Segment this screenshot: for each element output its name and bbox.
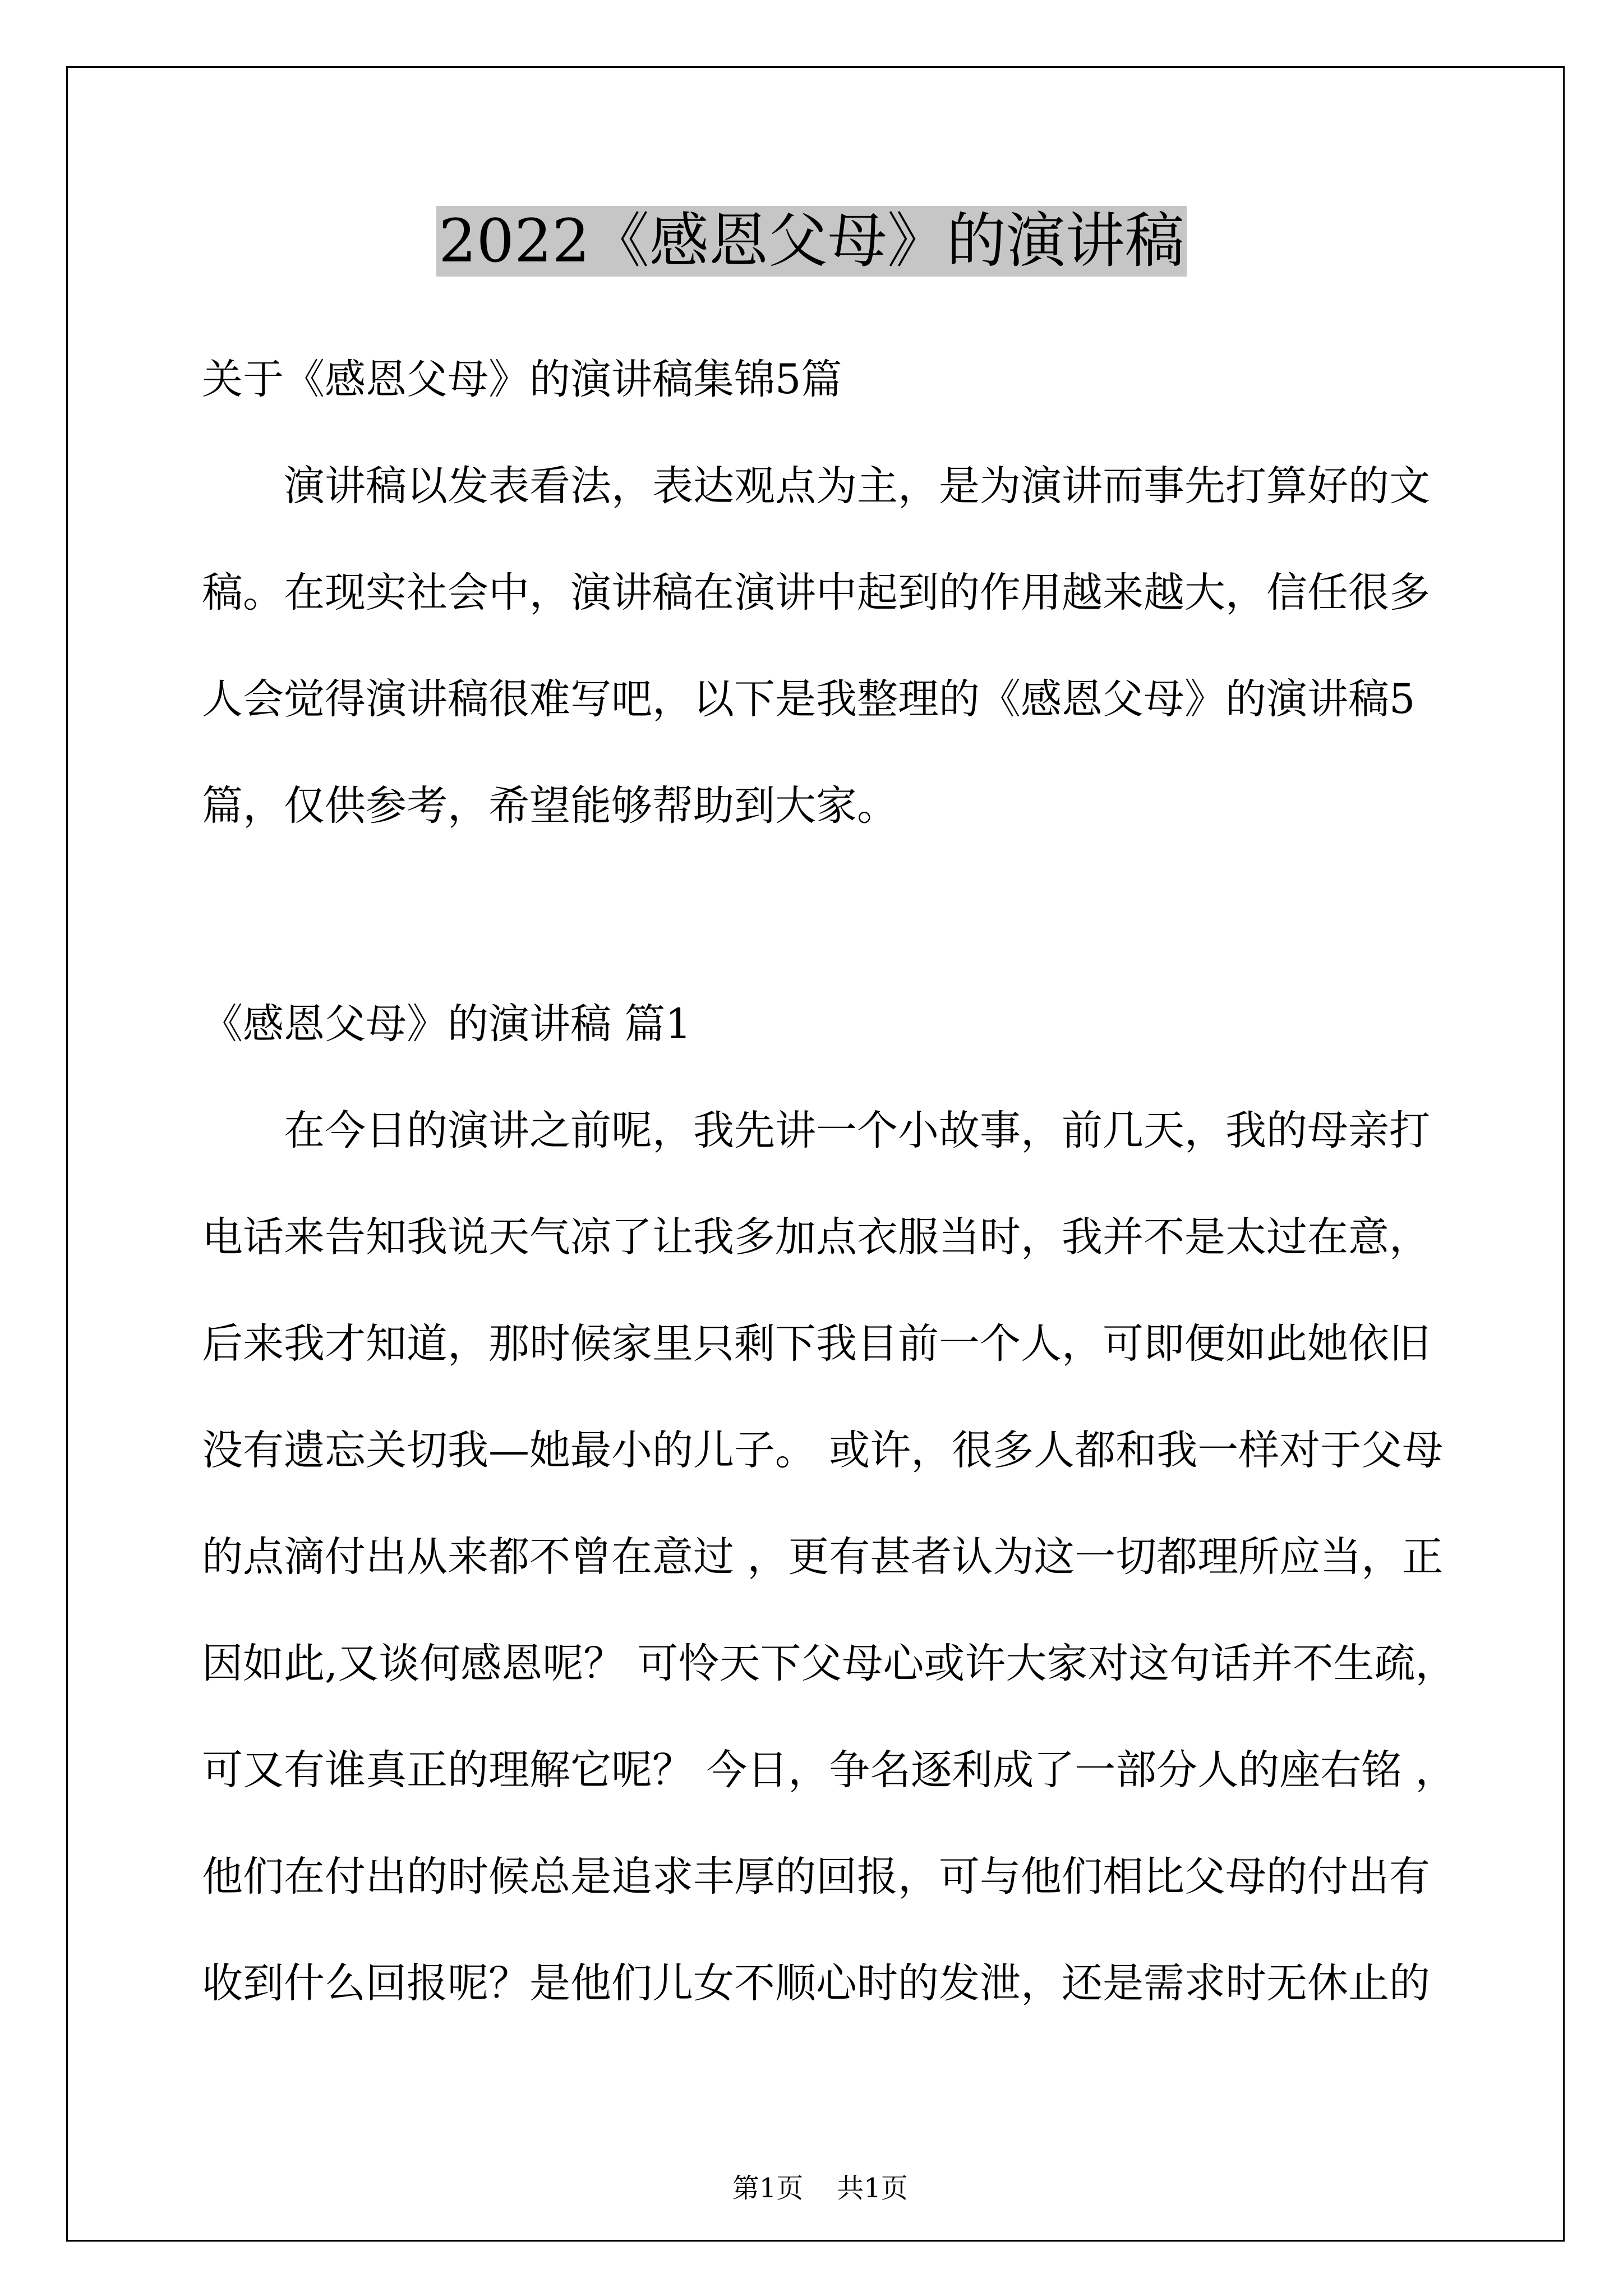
text-line: 他们在付出的时候总是追求丰厚的回报，可与他们相比父母的付出有: [202, 1853, 1430, 1901]
page-footer: [0, 2138, 1623, 2205]
text-line: 在今日的演讲之前呢，我先讲一个小故事，前几天，我的母亲打: [284, 1107, 1430, 1154]
text-line: 的点滴付出从来都不曾在意过 ，更有甚者认为这一切都理所应当，正: [202, 1533, 1444, 1581]
text-line: 演讲稿以发表看法，表达观点为主，是为演讲而事先打算好的文: [284, 462, 1430, 510]
text-line: 电话来告知我说天气凉了让我多加点衣服当时，我并不是太过在意，: [202, 1213, 1430, 1261]
text-line: 稿。在现实社会中，演讲稿在演讲中起到的作用越来越大，信任很多: [202, 569, 1430, 616]
document-title: 2022《感恩父母》的演讲稿: [436, 206, 1187, 277]
document-body: [202, 326, 1492, 2037]
text-line: 收到什么回报呢？是他们儿女不顺心时的发泄，还是需求时无休止的: [202, 1959, 1430, 2007]
text-line: 后来我才知道，那时候家里只剩下我目前一个人，可即便如此她依旧: [202, 1320, 1430, 1368]
text-line: 没有遗忘关切我—她最小的儿子。 或许，很多人都和我一样对于父母: [202, 1427, 1444, 1474]
text-line: 因如此,又谈何感恩呢？ 可怜天下父母心或许大家对这句话并不生疏，: [202, 1640, 1456, 1687]
page-number-total: 共1页: [837, 2173, 908, 2204]
text-line: 可又有谁真正的理解它呢？ 今日，争名逐利成了一部分人的座右铭 ，: [202, 1746, 1456, 1794]
section-heading: 《感恩父母》的演讲稿 篇1: [202, 1000, 691, 1048]
section-paragraph: [202, 1078, 1492, 2037]
intro-paragraph: [202, 433, 1492, 859]
document-subtitle: 关于《感恩父母》的演讲稿集锦5篇: [202, 356, 842, 403]
title-container: [0, 206, 1623, 277]
text-line: 篇，仅供参考，希望能够帮助到大家。: [202, 782, 898, 830]
text-line: 人会觉得演讲稿很难写吧，以下是我整理的《感恩父母》的演讲稿5: [202, 675, 1415, 723]
page-number-current: 第1页: [732, 2173, 804, 2204]
